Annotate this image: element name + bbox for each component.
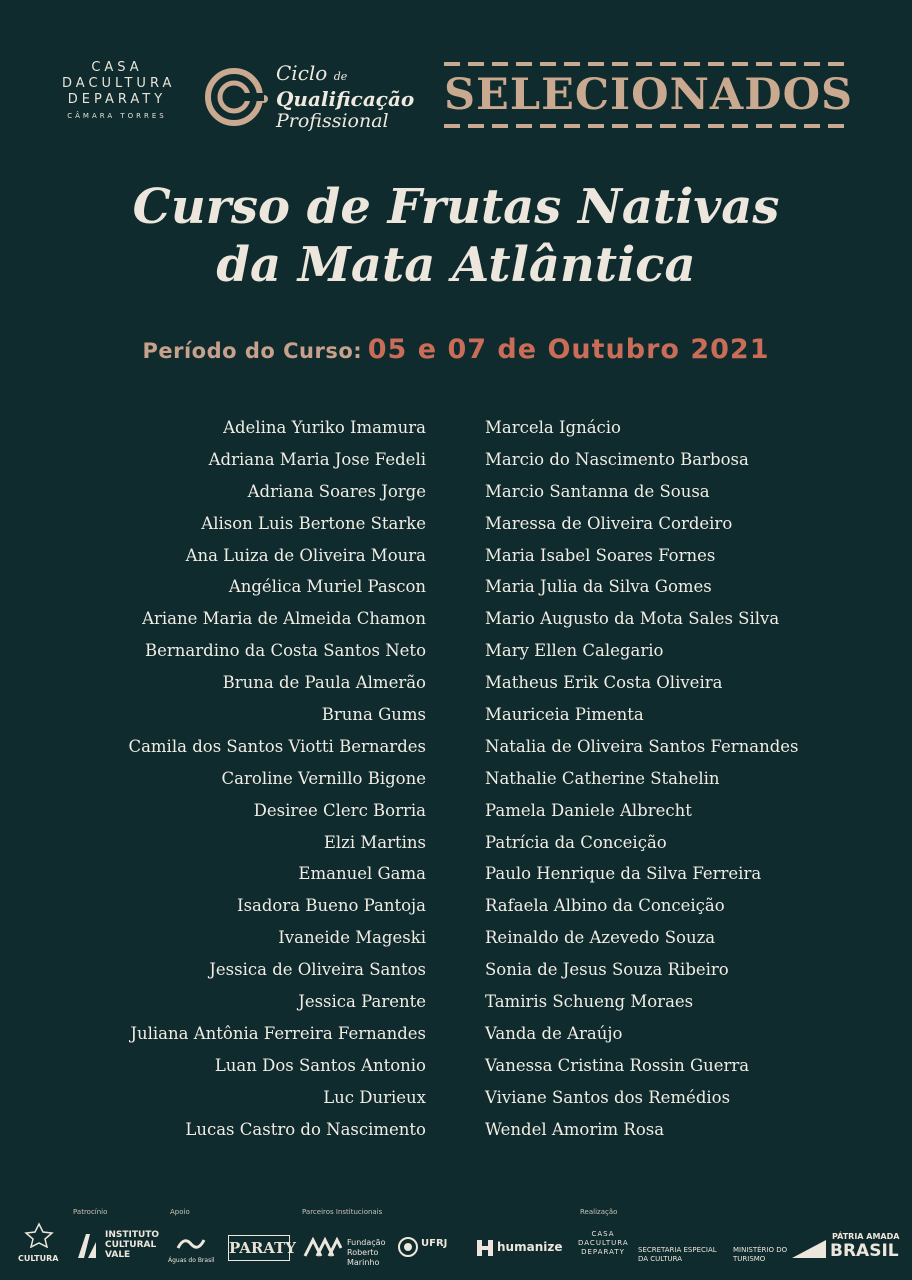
casa-logo-line: DEPARATY [67, 92, 167, 107]
participant-name: Ariane Maria de Almeida Chamon [142, 609, 426, 629]
participant-name: Mario Augusto da Mota Sales Silva [485, 609, 780, 629]
casa-logo-line: CASA [91, 60, 143, 75]
ciclo-logo-text [276, 62, 414, 132]
participant-name: Pamela Daniele Albrecht [485, 800, 692, 820]
participant-name: Vanda de Araújo [485, 1023, 623, 1043]
logo-cultura: CULTURA [18, 1254, 59, 1263]
course-title-line2: da Mata Atlântica [216, 237, 696, 293]
ciclo-line1: Ciclo [276, 61, 328, 85]
logo-fundacao: Fundação Roberto Marinho [347, 1238, 386, 1267]
participant-name: Isadora Bueno Pantoja [237, 896, 426, 916]
lei-incentivo-icon [24, 1222, 54, 1248]
logo-instituto-vale: INSTITUTO CULTURAL VALE [105, 1230, 160, 1260]
participant-name: Juliana Antônia Ferreira Fernandes [130, 1023, 426, 1043]
participant-name: Tamiris Schueng Moraes [485, 992, 694, 1012]
participant-name: Bernardino da Costa Santos Neto [145, 641, 426, 661]
participant-name: Desiree Clerc Borria [253, 800, 426, 820]
fundacao-icon [303, 1236, 343, 1258]
participant-name: Jessica Parente [298, 992, 426, 1012]
course-title [0, 178, 912, 294]
logo-ufrj: UFRJ [421, 1238, 448, 1249]
ciclo-line3: Profissional [276, 110, 389, 132]
participant-name: Adriana Soares Jorge [247, 481, 426, 501]
participant-name: Emanuel Gama [298, 864, 426, 884]
label-parceiros: Parceiros Institucionais [302, 1208, 383, 1216]
participant-name: Paulo Henrique da Silva Ferreira [485, 864, 762, 884]
label-patrocinio: Patrocínio [73, 1208, 108, 1216]
casa-logo-line: DACULTURA [62, 76, 176, 91]
participant-name: Patrícia da Conceição [485, 832, 667, 852]
participant-name: Jessica de Oliveira Santos [209, 960, 426, 980]
selecionados-text: SELECIONADOS [444, 70, 854, 120]
participant-name: Adriana Maria Jose Fedeli [208, 449, 426, 469]
participant-name: Reinaldo de Azevedo Souza [485, 928, 716, 948]
course-period [0, 334, 912, 365]
participant-name: Bruna de Paula Almerão [222, 673, 426, 693]
participant-name: Marcio do Nascimento Barbosa [485, 449, 749, 469]
participant-name: Adelina Yuriko Imamura [223, 418, 426, 437]
participant-name: Marcio Santanna de Sousa [485, 481, 710, 501]
ciclo-line1-small: de [333, 70, 348, 83]
ciclo-q-icon [202, 63, 270, 131]
participant-name: Camila dos Santos Viotti Bernardes [128, 736, 426, 756]
label-realizacao: Realização [580, 1208, 618, 1216]
selecionados-banner [444, 62, 854, 128]
casa-da-cultura-logo [62, 60, 176, 120]
participant-name: Maria Isabel Soares Fornes [485, 545, 716, 565]
participant-name: Mary Ellen Calegario [485, 641, 664, 661]
participant-name: Angélica Muriel Pascon [228, 577, 426, 597]
participant-name: Viviane Santos dos Remédios [485, 1087, 731, 1107]
participant-name: Caroline Vernillo Bigone [221, 768, 426, 788]
ciclo-line2: Qualificação [276, 87, 415, 111]
participant-name: Wendel Amorim Rosa [485, 1119, 665, 1139]
participant-name: Elzi Martins [323, 832, 426, 852]
participant-name: Luc Durieux [323, 1087, 426, 1107]
names-left-column [6, 416, 426, 1149]
period-value: 05 e 07 de Outubro 2021 [367, 334, 770, 365]
participant-name: Matheus Erik Costa Oliveira [485, 673, 723, 693]
participant-name: Alison Luis Bertone Starke [201, 513, 426, 533]
logo-patria: PÁTRIA AMADA [832, 1232, 900, 1241]
period-label: Período do Curso: [142, 339, 363, 363]
participant-name: Vanessa Cristina Rossin Guerra [485, 1055, 750, 1075]
vale-icon [76, 1230, 98, 1260]
names-right-column [485, 416, 905, 1149]
logo-humanize: humanize [497, 1240, 563, 1254]
participant-name: Luan Dos Santos Antonio [214, 1055, 426, 1075]
participant-name: Rafaela Albino da Conceição [485, 896, 725, 916]
participant-name: Nathalie Catherine Stahelin [485, 768, 720, 788]
participant-name: Maria Julia da Silva Gomes [485, 577, 712, 597]
logo-aguas: Águas do Brasil [168, 1257, 215, 1264]
humanize-icon [476, 1239, 494, 1257]
logo-casa-small: CASA DACULTURA DEPARATY [578, 1230, 629, 1256]
participant-name: Mauriceia Pimenta [485, 705, 644, 725]
banner-bottom-border [444, 124, 846, 128]
participant-name: Sonia de Jesus Souza Ribeiro [485, 960, 729, 980]
participant-name: Natalia de Oliveira Santos Fernandes [485, 736, 799, 756]
logo-paraty: PARATY [228, 1235, 290, 1261]
label-apoio: Apoio [170, 1208, 190, 1216]
sponsor-footer [0, 1208, 912, 1280]
participant-name: Bruna Gums [321, 705, 426, 725]
brasil-flag-icon [790, 1238, 828, 1260]
ufrj-icon [397, 1236, 419, 1258]
casa-logo-sub: CÂMARA TORRES [67, 112, 167, 120]
participant-name: Maressa de Oliveira Cordeiro [485, 513, 733, 533]
logo-secretaria: SECRETARIA ESPECIAL DA CULTURA [638, 1246, 717, 1263]
participant-name: Marcela Ignácio [485, 418, 621, 437]
participant-name: Ana Luiza de Oliveira Moura [185, 545, 426, 565]
participant-name: Ivaneide Mageski [278, 928, 426, 948]
logo-brasil: BRASIL [830, 1241, 899, 1261]
course-title-line1: Curso de Frutas Nativas [132, 179, 780, 235]
participant-name: Lucas Castro do Nascimento [185, 1119, 426, 1139]
aguas-icon [176, 1232, 206, 1254]
logo-ministerio: MINISTÉRIO DO TURISMO [733, 1246, 788, 1263]
